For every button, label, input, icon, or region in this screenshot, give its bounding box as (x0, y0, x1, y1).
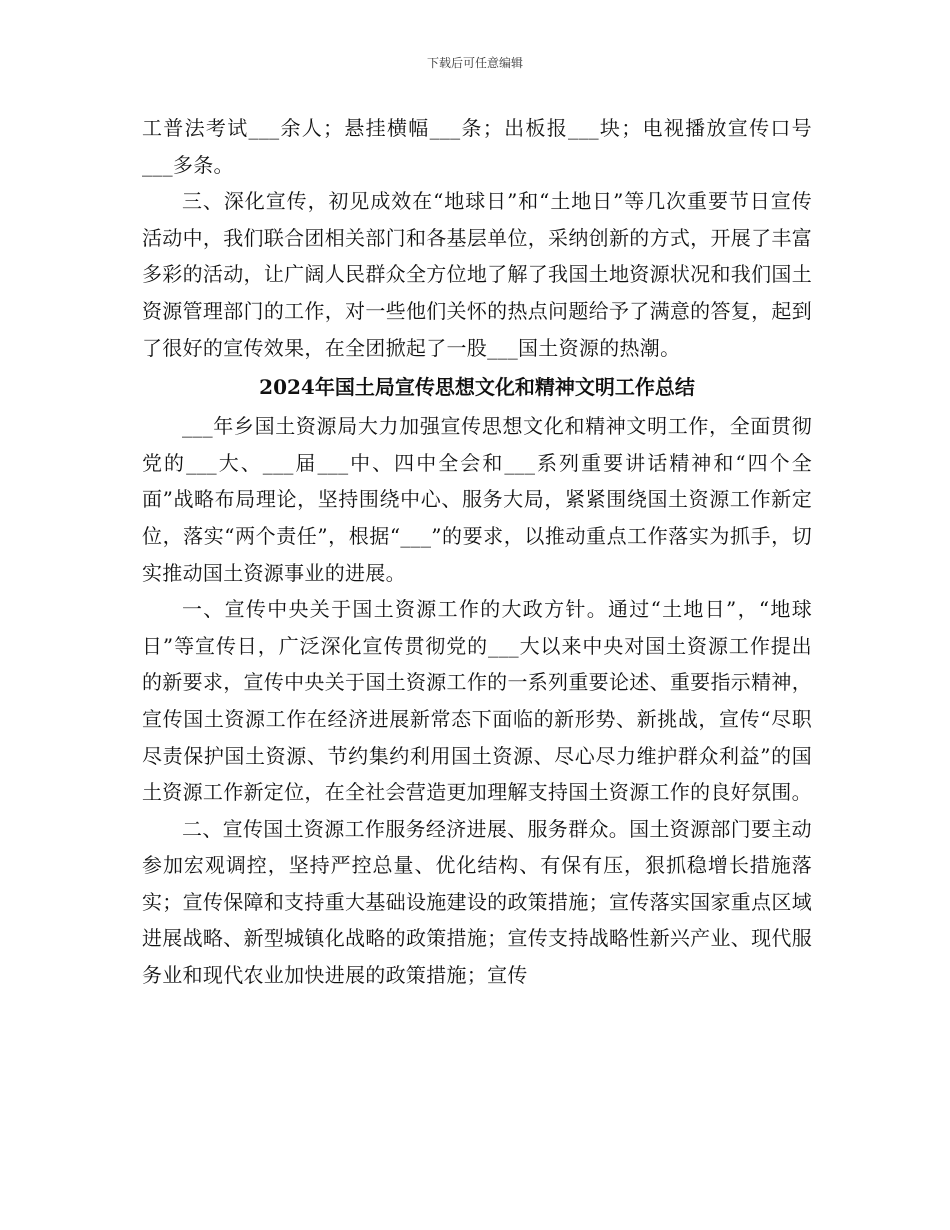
page-header-note: 下载后可任意编辑 (426, 56, 523, 70)
paragraph-point-one: 一、宣传中央关于国土资源工作的大政方针。通过“土地日”，“地球日”等宣传日，广泛深化宣传贯彻党的___大以来中央对国土资源工作提出的新要求，宣传中央关于国土资源工作的一系列重要论述、重要指示精神，宣传国土资源工作在经济进展新常态下面临的新形势、新挑战，宣传“尽职尽责保护国土资源、节约集约利用国土资源、尽心尽力维护群众利益”的国土资源工作新定位，在全社会营造更加理解支持国土资源工作的良好氛围。 (142, 597, 812, 805)
paragraph-point-two: 二、宣传国土资源工作服务经济进展、服务群众。国土资源部门要主动参加宏观调控，坚持严控总量、优化结构、有保有压，狠抓稳增长措施落实；宣传保障和支持重大基础设施建设的政策措施；宣传落实国家重点区域进展战略、新型城镇化战略的政策措施；宣传支持战略性新兴产业、现代服务业和现代农业加快进展的政策措施；宣传 (142, 816, 812, 988)
section-title: 2024年国土局宣传思想文化和精神文明工作总结 (259, 375, 695, 400)
paragraph-publicity-results: 三、深化宣传，初见成效在“地球日”和“土地日”等几次重要节日宣传活动中，我们联合团相关部门和各基层单位，采纳创新的方式，开展了丰富多彩的活动，让广阔人民群众全方位地了解了我国土地资源状况和我们国土资源管理部门的工作，对一些他们关怀的热点问题给予了满意的答复，起到了很好的宣传效果，在全团掀起了一股___国土资源的热潮。 (142, 189, 812, 360)
paragraph-intro: ___年乡国土资源局大力加强宣传思想文化和精神文明工作，全面贯彻党的___大、___届___中、四中全会和___系列重要讲话精神和“四个全面”战略布局理论，坚持围绕中心、服务大局，紧紧围绕国土资源工作新定位，落实“两个责任”，根据“___”的要求，以推动重点工作落实为抓手，切实推动国土资源事业的进展。 (142, 414, 812, 585)
document-body (142, 110, 812, 994)
continued-paragraph: 工普法考试___余人；悬挂横幅___条；出板报___块；电视播放宣传口号___多条。 (142, 116, 812, 177)
